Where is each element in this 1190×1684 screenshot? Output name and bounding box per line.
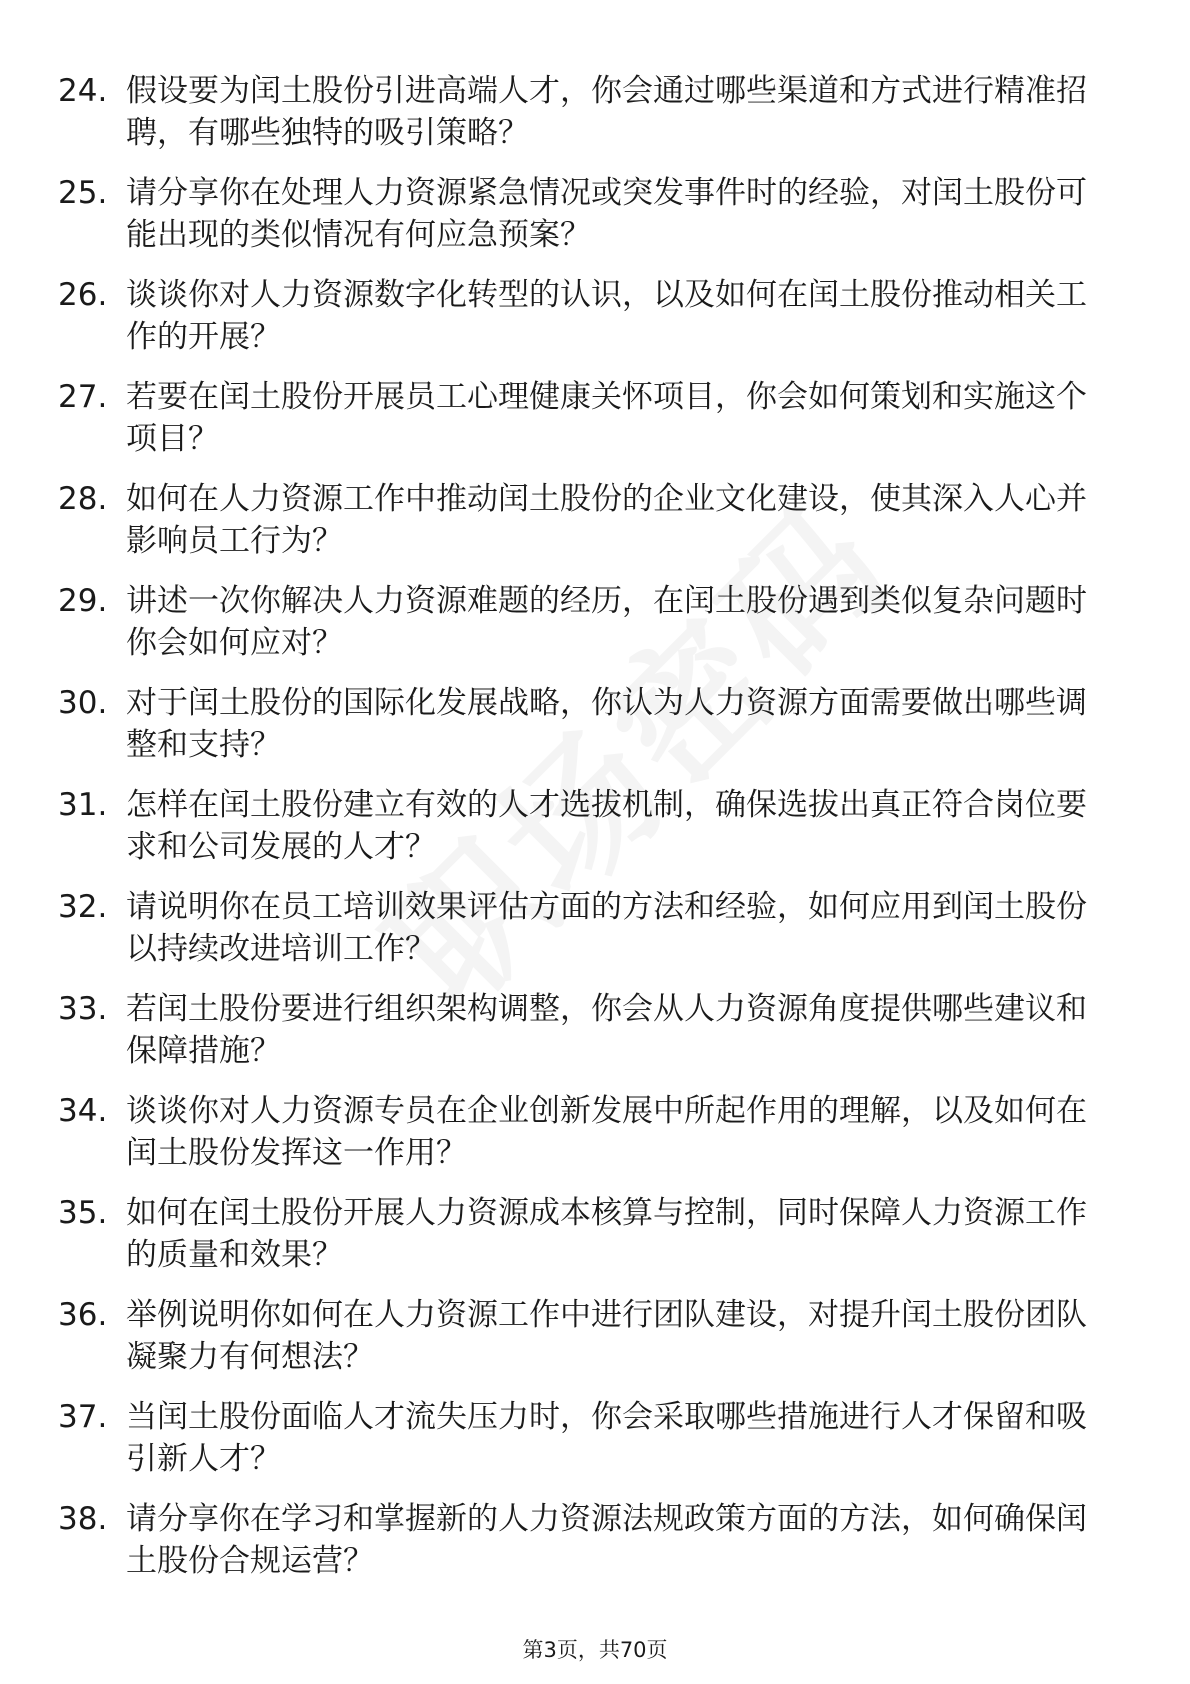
question-item-27 — [58, 376, 1108, 478]
question-item-32 — [58, 886, 1108, 988]
question-item-36 — [58, 1294, 1108, 1396]
question-number: 34. — [58, 1093, 108, 1129]
question-item-34 — [58, 1090, 1108, 1192]
question-item-38 — [58, 1498, 1108, 1600]
question-number: 31. — [58, 787, 108, 823]
question-item-25 — [58, 172, 1108, 274]
question-text: 假设要为闰土股份引进高端人才，你会通过哪些渠道和方式进行精准招聘，有哪些独特的吸引策略？ — [126, 73, 1087, 151]
question-text: 若闰土股份要进行组织架构调整，你会从人力资源角度提供哪些建议和保障措施？ — [126, 991, 1087, 1069]
question-text: 怎样在闰土股份建立有效的人才选拔机制，确保选拔出真正符合岗位要求和公司发展的人才？ — [126, 787, 1087, 865]
question-number: 33. — [58, 991, 108, 1027]
question-number: 38. — [58, 1501, 108, 1537]
question-number: 35. — [58, 1195, 108, 1231]
question-text: 请分享你在学习和掌握新的人力资源法规政策方面的方法，如何确保闰土股份合规运营？ — [126, 1501, 1087, 1579]
question-list — [58, 70, 1108, 1600]
question-text: 谈谈你对人力资源专员在企业创新发展中所起作用的理解，以及如何在闰土股份发挥这一作用？ — [126, 1093, 1087, 1171]
question-text: 请分享你在处理人力资源紧急情况或突发事件时的经验，对闰土股份可能出现的类似情况有何应急预案？ — [126, 175, 1087, 253]
question-number: 29. — [58, 583, 108, 619]
question-item-28 — [58, 478, 1108, 580]
question-number: 32. — [58, 889, 108, 925]
question-number: 25. — [58, 175, 108, 211]
question-item-30 — [58, 682, 1108, 784]
question-text: 请说明你在员工培训效果评估方面的方法和经验，如何应用到闰土股份以持续改进培训工作？ — [126, 889, 1087, 967]
question-text: 对于闰土股份的国际化发展战略，你认为人力资源方面需要做出哪些调整和支持？ — [126, 685, 1087, 763]
question-number: 28. — [58, 481, 108, 517]
question-text: 若要在闰土股份开展员工心理健康关怀项目，你会如何策划和实施这个项目？ — [126, 379, 1087, 457]
question-item-31 — [58, 784, 1108, 886]
question-number: 30. — [58, 685, 108, 721]
question-item-35 — [58, 1192, 1108, 1294]
question-number: 26. — [58, 277, 108, 313]
page-footer — [0, 1636, 1190, 1664]
question-text: 当闰土股份面临人才流失压力时，你会采取哪些措施进行人才保留和吸引新人才？ — [126, 1399, 1087, 1477]
page-number-label: 第3页，共70页 — [522, 1638, 668, 1662]
question-text: 谈谈你对人力资源数字化转型的认识，以及如何在闰土股份推动相关工作的开展？ — [126, 277, 1087, 355]
question-item-24 — [58, 70, 1108, 172]
question-item-33 — [58, 988, 1108, 1090]
question-number: 37. — [58, 1399, 108, 1435]
question-text: 如何在闰土股份开展人力资源成本核算与控制，同时保障人力资源工作的质量和效果？ — [126, 1195, 1087, 1273]
question-item-26 — [58, 274, 1108, 376]
question-item-29 — [58, 580, 1108, 682]
question-text: 举例说明你如何在人力资源工作中进行团队建设，对提升闰土股份团队凝聚力有何想法？ — [126, 1297, 1087, 1375]
question-text: 讲述一次你解决人力资源难题的经历，在闰土股份遇到类似复杂问题时你会如何应对？ — [126, 583, 1087, 661]
question-text: 如何在人力资源工作中推动闰土股份的企业文化建设，使其深入人心并影响员工行为？ — [126, 481, 1087, 559]
question-number: 36. — [58, 1297, 108, 1333]
question-number: 24. — [58, 73, 108, 109]
question-item-37 — [58, 1396, 1108, 1498]
question-number: 27. — [58, 379, 108, 415]
